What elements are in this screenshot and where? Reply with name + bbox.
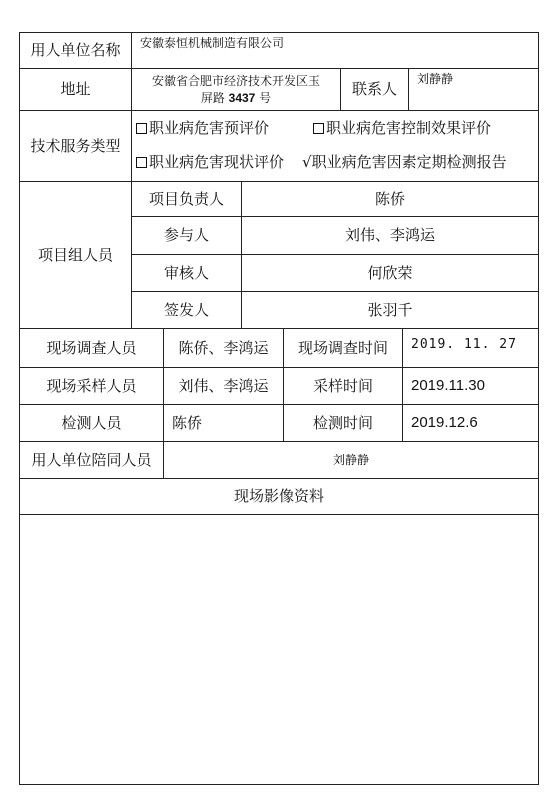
survey-staff-label: 现场调查人员 [46,338,137,357]
survey-time-label: 现场调查时间 [297,338,388,357]
rule [19,784,538,785]
contact-label: 联系人 [351,80,397,99]
employer-value: 安徽泰恒机械制造有限公司 [140,36,285,50]
address-number: 3437 [228,90,256,105]
service-option-2 [313,114,538,142]
sampling-staff-value: 刘伟、李鸿运 [178,376,269,395]
team-name: 何欣荣 [367,263,413,282]
address-line-2 [201,90,271,106]
address-line-1: 安徽省合肥市经济技术开发区玉 [151,74,320,89]
address-road: 屏路 [200,90,229,105]
service-option-text: 职业病危害现状评价 [149,152,285,171]
team-label: 项目组人员 [37,245,113,264]
testing-time-label: 检测时间 [312,413,373,432]
checkbox-empty-icon [313,123,324,134]
checkbox-empty-icon [136,123,147,134]
image-section-title: 现场影像资料 [233,487,324,506]
address-label: 地址 [60,80,91,99]
accompany-label: 用人单位陪同人员 [31,450,152,469]
testing-staff-label: 检测人员 [61,413,122,432]
address-unit: 号 [255,90,272,105]
service-option-text: 职业病危害预评价 [149,118,270,137]
service-option-1 [136,114,308,142]
checkmark-icon: √ [302,152,312,171]
address-value [132,69,340,110]
service-option-3 [136,148,306,176]
sampling-time-label: 采样时间 [312,376,373,395]
team-role: 项目负责人 [148,189,224,208]
service-type-label: 技术服务类型 [30,136,121,155]
service-option-text: 职业病危害控制效果评价 [326,118,492,137]
survey-staff-value: 陈侨、李鸿运 [178,338,269,357]
sampling-staff-label: 现场采样人员 [46,376,137,395]
team-name: 陈侨 [374,189,405,208]
testing-staff-value: 陈侨 [172,413,203,432]
team-name: 张羽千 [367,300,413,319]
employer-label: 用人单位名称 [30,41,121,60]
image-area [20,515,538,784]
contact-value: 刘静静 [417,72,454,86]
team-name: 刘伟、李鸿运 [344,226,435,245]
survey-time-value: 2019. 11. 27 [411,337,517,352]
sampling-time-value: 2019.11.30 [411,376,485,394]
service-option-4 [302,148,538,176]
team-role: 审核人 [163,263,209,282]
checkbox-empty-icon [136,157,147,168]
team-role: 参与人 [163,226,209,245]
team-role: 签发人 [163,300,209,319]
accompany-value: 刘静静 [332,452,369,467]
rule [538,32,539,785]
testing-time-value: 2019.12.6 [411,413,478,431]
service-option-text: 职业病危害因素定期检测报告 [311,152,507,171]
